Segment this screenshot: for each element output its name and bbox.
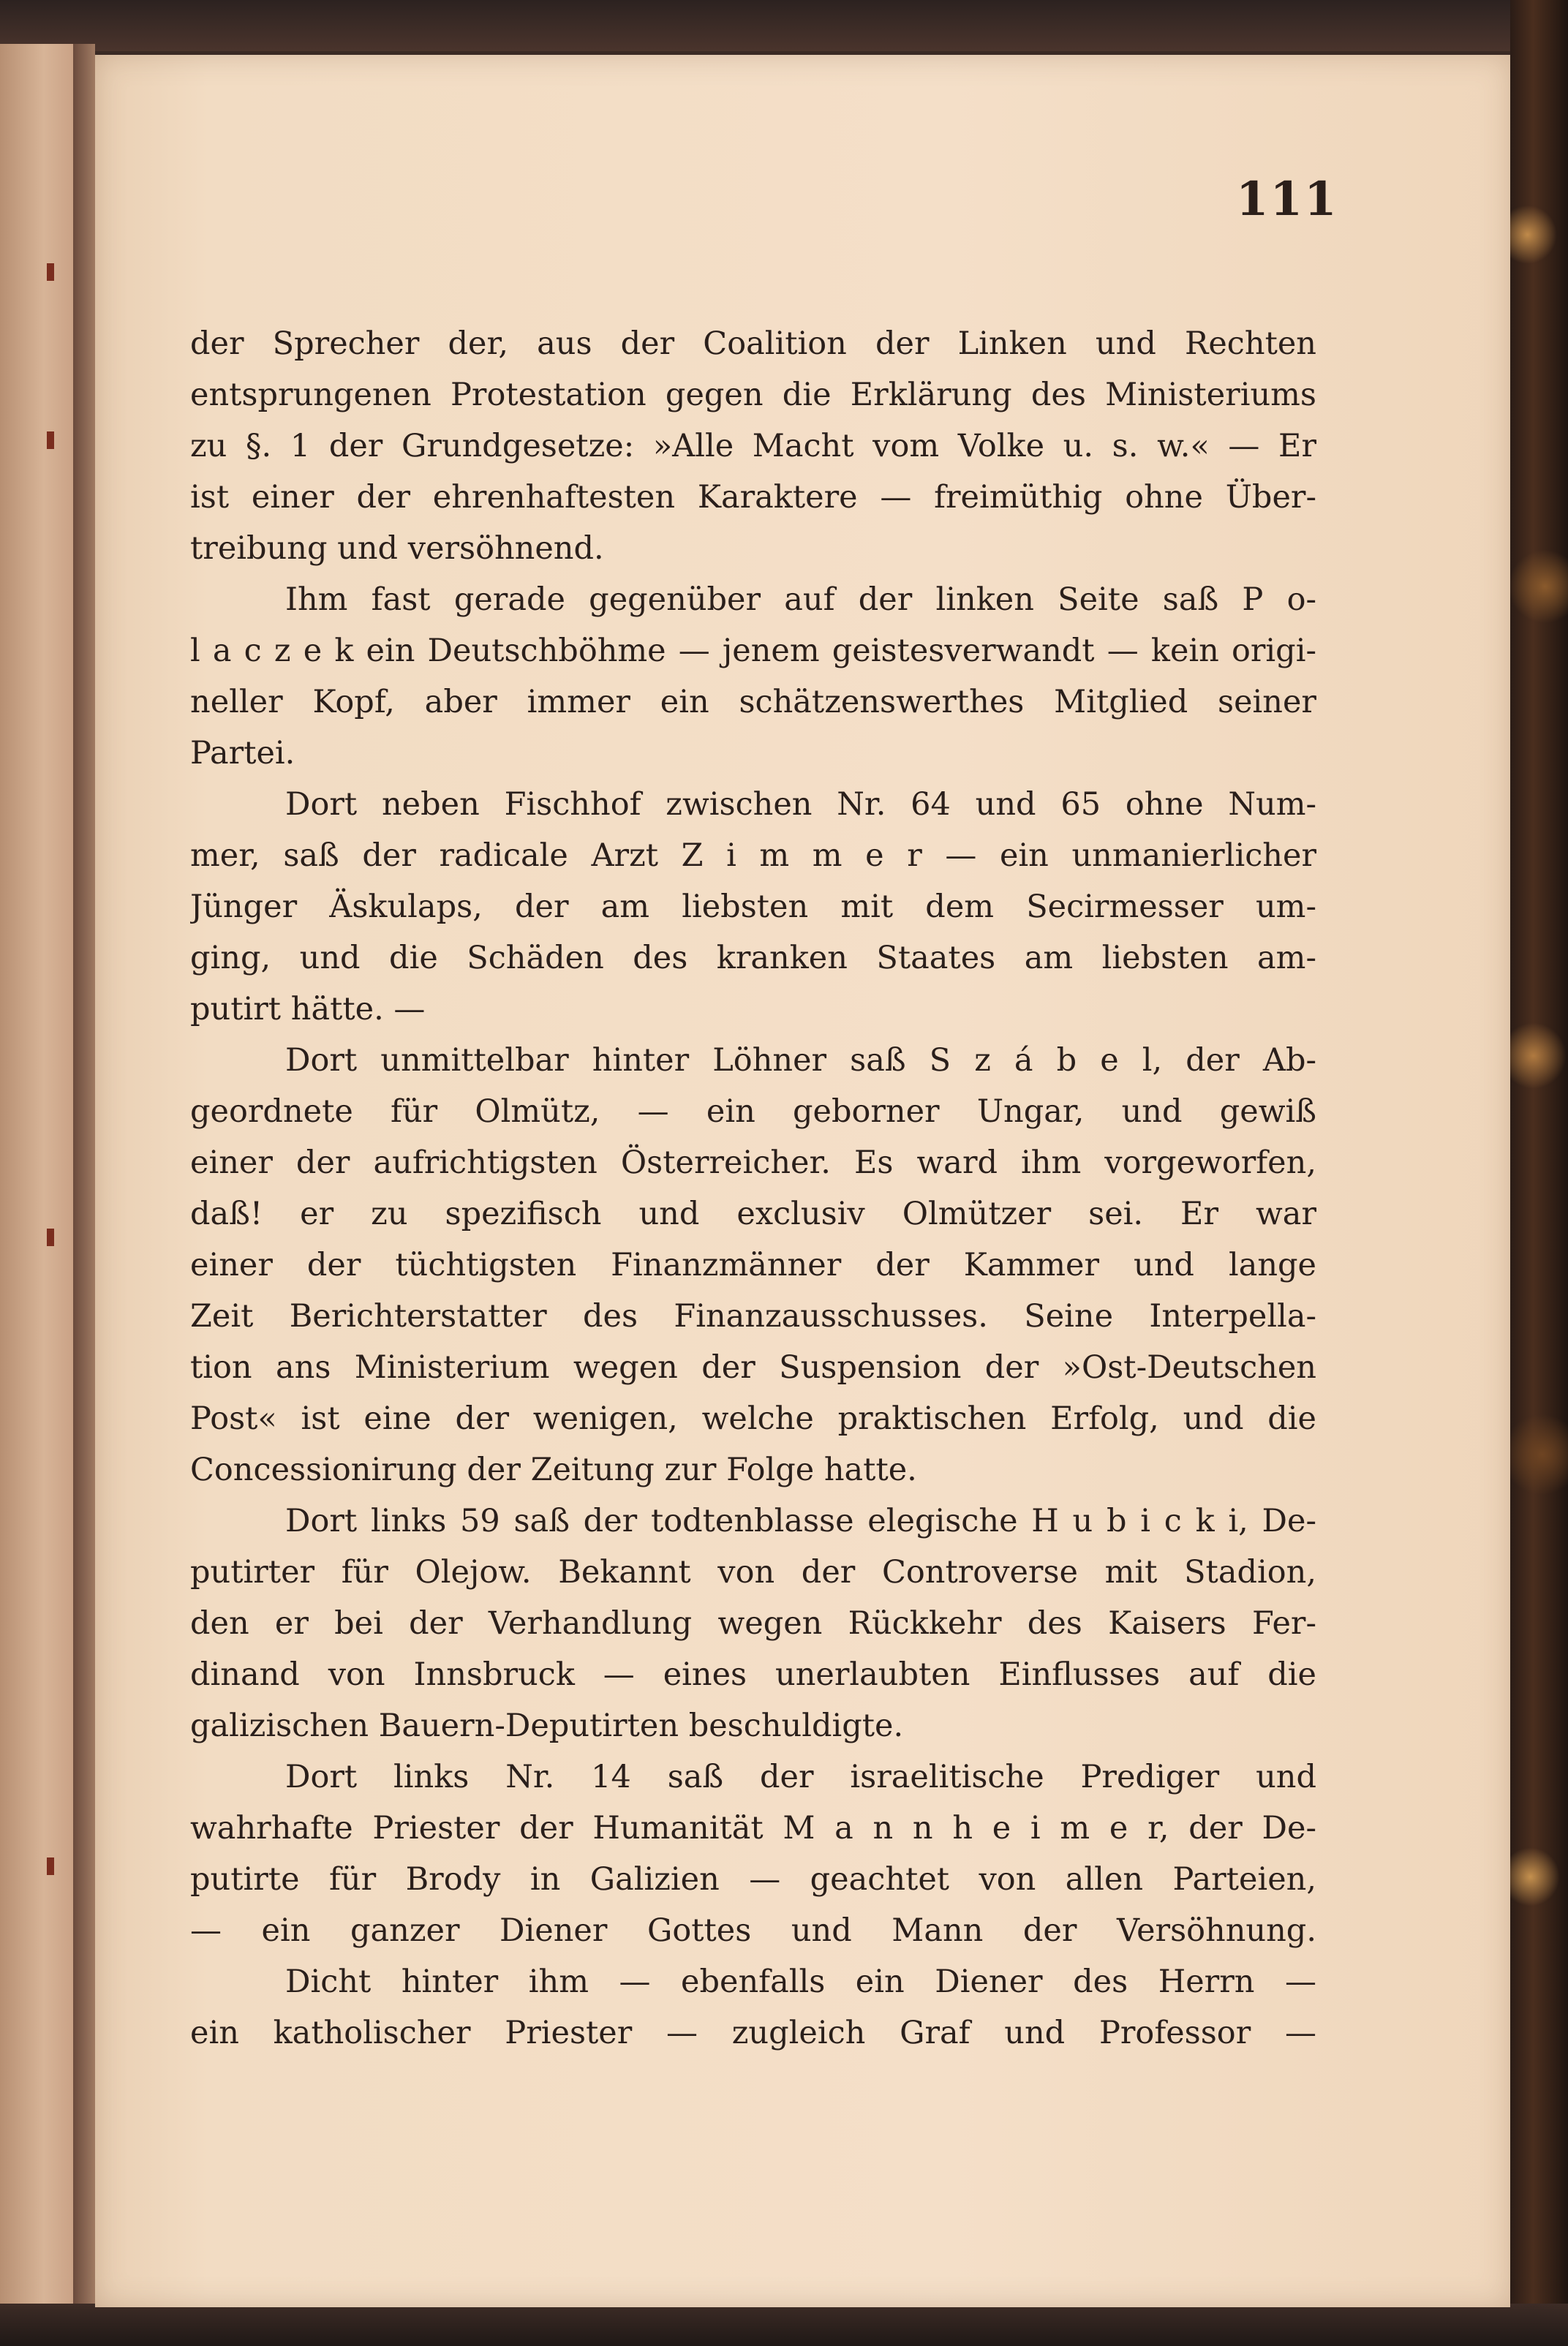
text-line: Ihm fast gerade gegenüber auf der linken Seite saß P o- (285, 581, 1316, 618)
text-line: den er bei der Verhandlung wegen Rückkehr des Kaisers Fer- (190, 1605, 1316, 1642)
text-line: entsprungenen Protestation gegen die Erklärung des Ministeriums (190, 377, 1316, 413)
text-line: einer der aufrichtigsten Österreicher. Es ward ihm vorgeworfen, (190, 1144, 1316, 1181)
book-gutter (73, 44, 95, 2311)
text-line: zu §. 1 der Grundgesetze: »Alle Macht vom Volke u. s. w.« — Er (190, 428, 1316, 464)
text-line: Post« ist eine der wenigen, welche praktischen Erfolg, und die (190, 1400, 1316, 1437)
text-line: putirter für Olejow. Bekannt von der Controverse mit Stadion, (190, 1554, 1316, 1591)
text-line: mer, saß der radicale Arzt Z i m m e r — ein unmanierlicher (190, 837, 1316, 874)
page-number: 111 (1236, 172, 1338, 227)
facing-page-edge (0, 44, 73, 2311)
body-text (190, 318, 1316, 2059)
text-line: ist einer der ehrenhaftesten Karaktere — freimüthig ohne Über- (190, 479, 1316, 516)
marbled-cover-edge (1510, 0, 1568, 2346)
text-line: Concessionirung der Zeitung zur Folge hatte. (190, 1452, 917, 1488)
text-line: ging, und die Schäden des kranken Staates am liebsten am- (190, 940, 1316, 976)
text-line: putirte für Brody in Galizien — geachtet von allen Parteien, (190, 1861, 1316, 1898)
edge-mark (47, 1229, 54, 1246)
text-line: putirt hätte. — (190, 991, 426, 1027)
text-line: daß! er zu spezifisch und exclusiv Olmützer sei. Er war (190, 1196, 1316, 1232)
text-line: Zeit Berichterstatter des Finanzausschusses. Seine Interpella- (190, 1298, 1316, 1335)
text-line: Dort links 59 saß der todtenblasse elegische H u b i c k i, De- (285, 1503, 1316, 1539)
text-line: Dort unmittelbar hinter Löhner saß S z á b e l, der Ab- (285, 1042, 1316, 1079)
background-top (0, 0, 1568, 51)
text-line: — ein ganzer Diener Gottes und Mann der Versöhnung. (190, 1912, 1316, 1949)
text-line: galizischen Bauern-Deputirten beschuldigte. (190, 1708, 904, 1744)
background-bottom (0, 2304, 1568, 2346)
edge-mark (47, 431, 54, 449)
text-line: l a c z e k ein Deutschböhme — jenem geistesverwandt — kein origi- (190, 633, 1316, 669)
edge-mark (47, 1857, 54, 1875)
text-line: Dort neben Fischhof zwischen Nr. 64 und 65 ohne Num- (285, 786, 1316, 823)
text-line: neller Kopf, aber immer ein schätzenswerthes Mitglied seiner (190, 684, 1316, 720)
text-line: wahrhafte Priester der Humanität M a n n h e i m e r, der De- (190, 1810, 1316, 1847)
text-line: der Sprecher der, aus der Coalition der Linken und Rechten (190, 325, 1316, 362)
text-line: dinand von Innsbruck — eines unerlaubten Einflusses auf die (190, 1656, 1316, 1693)
text-line: tion ans Ministerium wegen der Suspension der »Ost-Deutschen (190, 1349, 1316, 1386)
text-line: Partei. (190, 735, 295, 772)
text-line: ein katholischer Priester — zugleich Graf und Professor — (190, 2015, 1316, 2051)
text-line: Jünger Äskulaps, der am liebsten mit dem Secirmesser um- (190, 889, 1316, 925)
text-line: Dort links Nr. 14 saß der israelitische Prediger und (285, 1759, 1316, 1795)
text-line: geordnete für Olmütz, — ein geborner Ungar, und gewiß (190, 1093, 1316, 1130)
edge-mark (47, 263, 54, 281)
text-line: einer der tüchtigsten Finanzmänner der Kammer und lange (190, 1247, 1316, 1283)
text-line: treibung und versöhnend. (190, 530, 604, 567)
text-line: Dicht hinter ihm — ebenfalls ein Diener des Herrn — (285, 1964, 1316, 2000)
